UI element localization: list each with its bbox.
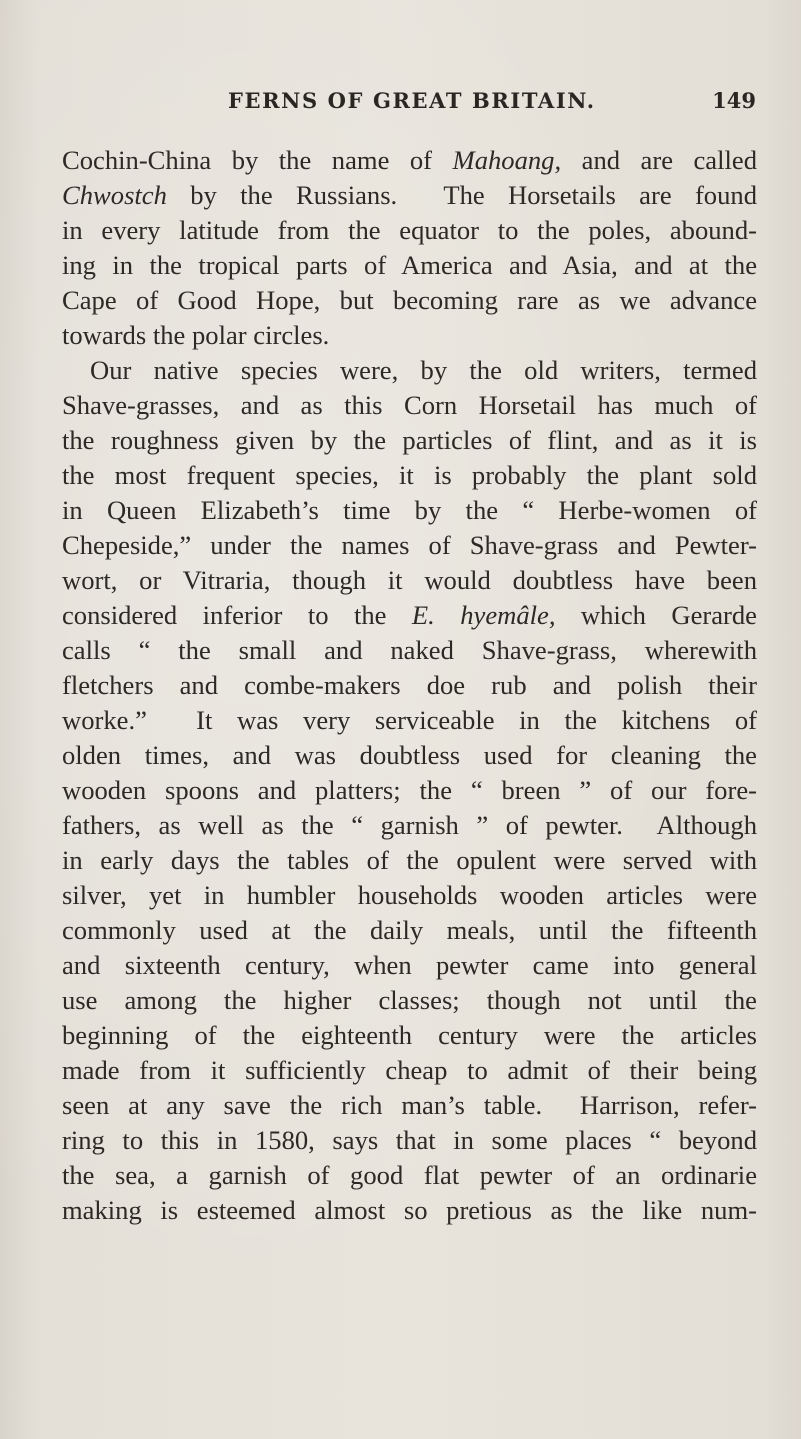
- text-line: [62, 843, 757, 878]
- text-line: [62, 178, 757, 213]
- text-line: [62, 1158, 757, 1193]
- text-segment: Shave-grasses, and as this Corn Horsetail has much of: [62, 390, 757, 420]
- text-line: [62, 388, 757, 423]
- text-line: [62, 458, 757, 493]
- text-segment: Cape of Good Hope, but becoming rare as we advance: [62, 285, 757, 315]
- text-segment: the roughness given by the particles of flint, and as it is: [62, 425, 757, 455]
- text-segment: in Queen Elizabeth’s time by the “ Herbe-women of: [62, 495, 757, 525]
- text-segment: wooden spoons and platters; the “ breen ” of our fore-: [62, 775, 757, 805]
- text-line: [62, 633, 757, 668]
- text-segment: and sixteenth century, when pewter came into general: [62, 950, 757, 980]
- text-line: [62, 1088, 757, 1123]
- text-segment: calls “ the small and naked Shave-grass, wherewith: [62, 635, 757, 665]
- running-head: [0, 88, 801, 128]
- text-segment: wort, or Vitraria, though it would doubtless have been: [62, 565, 757, 595]
- text-segment: fathers, as well as the “ garnish ” of pewter. Although: [62, 810, 757, 840]
- text-line: [62, 738, 757, 773]
- text-line: [62, 563, 757, 598]
- text-segment: commonly used at the daily meals, until the fifteenth: [62, 915, 757, 945]
- text-segment: beginning of the eighteenth century were the articles: [62, 1020, 757, 1050]
- text-line: [62, 213, 757, 248]
- text-segment: made from it sufficiently cheap to admit of their being: [62, 1055, 757, 1085]
- text-segment: silver, yet in humbler households wooden articles were: [62, 880, 757, 910]
- text-line: [62, 668, 757, 703]
- text-segment: and are called: [561, 145, 757, 175]
- text-segment: in every latitude from the equator to the poles, abound-: [62, 215, 757, 245]
- text-segment: in early days the tables of the opulent were served with: [62, 845, 757, 875]
- text-segment: olden times, and was doubtless used for cleaning the: [62, 740, 757, 770]
- text-segment: fletchers and combe-makers doe rub and polish their: [62, 670, 757, 700]
- text-segment: seen at any save the rich man’s table. Harrison, refer-: [62, 1090, 757, 1120]
- text-line: [62, 1053, 757, 1088]
- text-segment: making is esteemed almost so pretious as the like num-: [62, 1195, 757, 1225]
- text-line: [62, 808, 757, 843]
- text-segment: by the Russians. The Horsetails are found: [166, 180, 757, 210]
- text-line: [62, 143, 757, 178]
- text-segment: considered inferior to the: [62, 600, 412, 630]
- text-segment: which Gerarde: [555, 600, 757, 630]
- italic-term: E. hyemâle,: [411, 600, 556, 630]
- text-line: [62, 423, 757, 458]
- text-line: [62, 913, 757, 948]
- text-line: [62, 983, 757, 1018]
- text-segment: ing in the tropical parts of America and Asia, and at the: [62, 250, 757, 280]
- text-line: [62, 878, 757, 913]
- text-line: [62, 248, 757, 283]
- text-line: [62, 353, 757, 388]
- text-segment: Our native species were, by the old writers, termed: [90, 355, 757, 385]
- text-segment: ring to this in 1580, says that in some places “ beyond: [62, 1125, 757, 1155]
- text-segment: the most frequent species, it is probably the plant sold: [62, 460, 757, 490]
- text-line: [62, 1193, 757, 1228]
- text-line: [62, 703, 757, 738]
- running-title: FERNS OF GREAT BRITAIN.: [228, 88, 596, 113]
- text-segment: towards the polar circles.: [62, 320, 330, 350]
- text-line: [62, 283, 757, 318]
- italic-term: Mahoang,: [452, 145, 562, 175]
- text-segment: worke.” It was very serviceable in the kitchens of: [62, 705, 757, 735]
- page-number: 149: [712, 88, 756, 113]
- text-line: [62, 948, 757, 983]
- text-line: [62, 1123, 757, 1158]
- body-text: [62, 143, 757, 1228]
- text-segment: Chepeside,” under the names of Shave-grass and Pewter-: [62, 530, 757, 560]
- italic-term: Chwostch: [62, 180, 167, 210]
- text-line: [62, 598, 757, 633]
- text-segment: the sea, a garnish of good flat pewter of an ordinarie: [62, 1160, 757, 1190]
- text-segment: Cochin-China by the name of: [62, 145, 453, 175]
- text-segment: use among the higher classes; though not until the: [62, 985, 757, 1015]
- text-line: [62, 1018, 757, 1053]
- text-line: [62, 773, 757, 808]
- text-line: [62, 318, 757, 353]
- text-line: [62, 528, 757, 563]
- text-line: [62, 493, 757, 528]
